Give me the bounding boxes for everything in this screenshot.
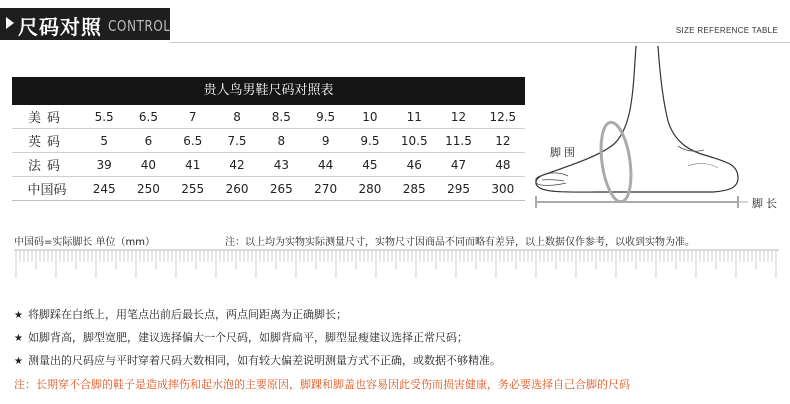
- table-cell: 6.5: [126, 105, 170, 129]
- row-label: 美码: [12, 105, 82, 129]
- table-cell: 40: [126, 153, 170, 177]
- table-cell: 42: [215, 153, 259, 177]
- table-cell: 10.5: [392, 129, 436, 153]
- size-table-body: [12, 105, 525, 201]
- table-cell: 5: [82, 129, 126, 153]
- table-cell: 270: [303, 177, 347, 201]
- tip-item: [14, 352, 784, 375]
- table-cell: 48: [481, 153, 525, 177]
- table-cell: 44: [303, 153, 347, 177]
- foot-length-label: 脚长: [752, 197, 780, 210]
- table-row: [12, 177, 525, 201]
- table-cell: 11.5: [436, 129, 480, 153]
- table-cell: 8.5: [259, 105, 303, 129]
- triangle-right-icon: [6, 17, 14, 29]
- size-table: [12, 77, 525, 201]
- table-cell: 12.5: [481, 105, 525, 129]
- row-label: 英码: [12, 129, 82, 153]
- table-cell: 9.5: [348, 129, 392, 153]
- reference-note: 注：以上均为实物实际测量尺寸，实物尺寸因商品不同而略有差异，以上数据仅作参考，以收到实物为准。: [225, 237, 695, 248]
- table-cell: 9.5: [303, 105, 347, 129]
- table-cell: 12: [481, 129, 525, 153]
- tip-item: [14, 329, 784, 352]
- table-cell: 245: [82, 177, 126, 201]
- table-cell: 295: [436, 177, 480, 201]
- star-icon: ★: [14, 356, 23, 367]
- tip-text: 将脚踩在白纸上，用笔点出前后最长点，两点间距离为正确脚长；: [28, 308, 347, 321]
- table-row: [12, 105, 525, 129]
- table-cell: 6: [126, 129, 170, 153]
- table-cell: 8: [215, 105, 259, 129]
- table-cell: 250: [126, 177, 170, 201]
- table-cell: 47: [436, 153, 480, 177]
- foot-illustration: [528, 46, 790, 216]
- star-icon: ★: [14, 310, 23, 321]
- table-cell: 7.5: [215, 129, 259, 153]
- ruler-graphic: [14, 249, 779, 280]
- table-cell: 300: [481, 177, 525, 201]
- table-cell: 265: [259, 177, 303, 201]
- tips-list: [14, 306, 784, 375]
- table-cell: 280: [348, 177, 392, 201]
- header-divider: [170, 42, 790, 43]
- star-icon: ★: [14, 333, 23, 344]
- page-header: [0, 0, 790, 44]
- tip-text: 如脚背高，脚型宽肥，建议选择偏大一个尺码，如脚背扁平，脚型显瘦建议选择正常尺码；: [28, 331, 468, 344]
- table-cell: 9: [303, 129, 347, 153]
- table-cell: 45: [348, 153, 392, 177]
- section-title: 尺码对照: [18, 15, 102, 39]
- table-cell: 43: [259, 153, 303, 177]
- section-title-block: [0, 8, 170, 40]
- table-cell: 10: [348, 105, 392, 129]
- size-reference-label: SIZE REFERENCE TABLE: [675, 26, 778, 35]
- table-cell: 11: [392, 105, 436, 129]
- table-cell: 5.5: [82, 105, 126, 129]
- unit-note: 中国码=实际脚长 单位（mm）: [14, 237, 156, 248]
- table-cell: 7: [171, 105, 215, 129]
- table-cell: 260: [215, 177, 259, 201]
- tip-item: [14, 306, 784, 329]
- table-cell: 12: [436, 105, 480, 129]
- table-cell: 255: [171, 177, 215, 201]
- tip-text: 测量出的尺码应与平时穿着尺码大数相同，如有较大偏差说明测量方式不正确，或数据不够精准。: [28, 354, 501, 367]
- table-title: 贵人鸟男鞋尺码对照表: [12, 77, 525, 105]
- table-cell: 285: [392, 177, 436, 201]
- section-subtitle: CONTROL: [108, 17, 171, 35]
- table-cell: 46: [392, 153, 436, 177]
- table-row: [12, 153, 525, 177]
- row-label: 中国码: [12, 177, 82, 201]
- table-cell: 6.5: [171, 129, 215, 153]
- table-cell: 39: [82, 153, 126, 177]
- warning-note: 注：长期穿不合脚的鞋子是造成摔伤和起水泡的主要原因，脚踝和脚盖也容易因此受伤而损害健康，务必要选择自己合脚的尺码: [14, 378, 630, 391]
- foot-diagram: [528, 46, 790, 216]
- table-cell: 41: [171, 153, 215, 177]
- table-row: [12, 129, 525, 153]
- table-cell: 8: [259, 129, 303, 153]
- row-label: 法码: [12, 153, 82, 177]
- instep-label: 脚围: [550, 146, 578, 159]
